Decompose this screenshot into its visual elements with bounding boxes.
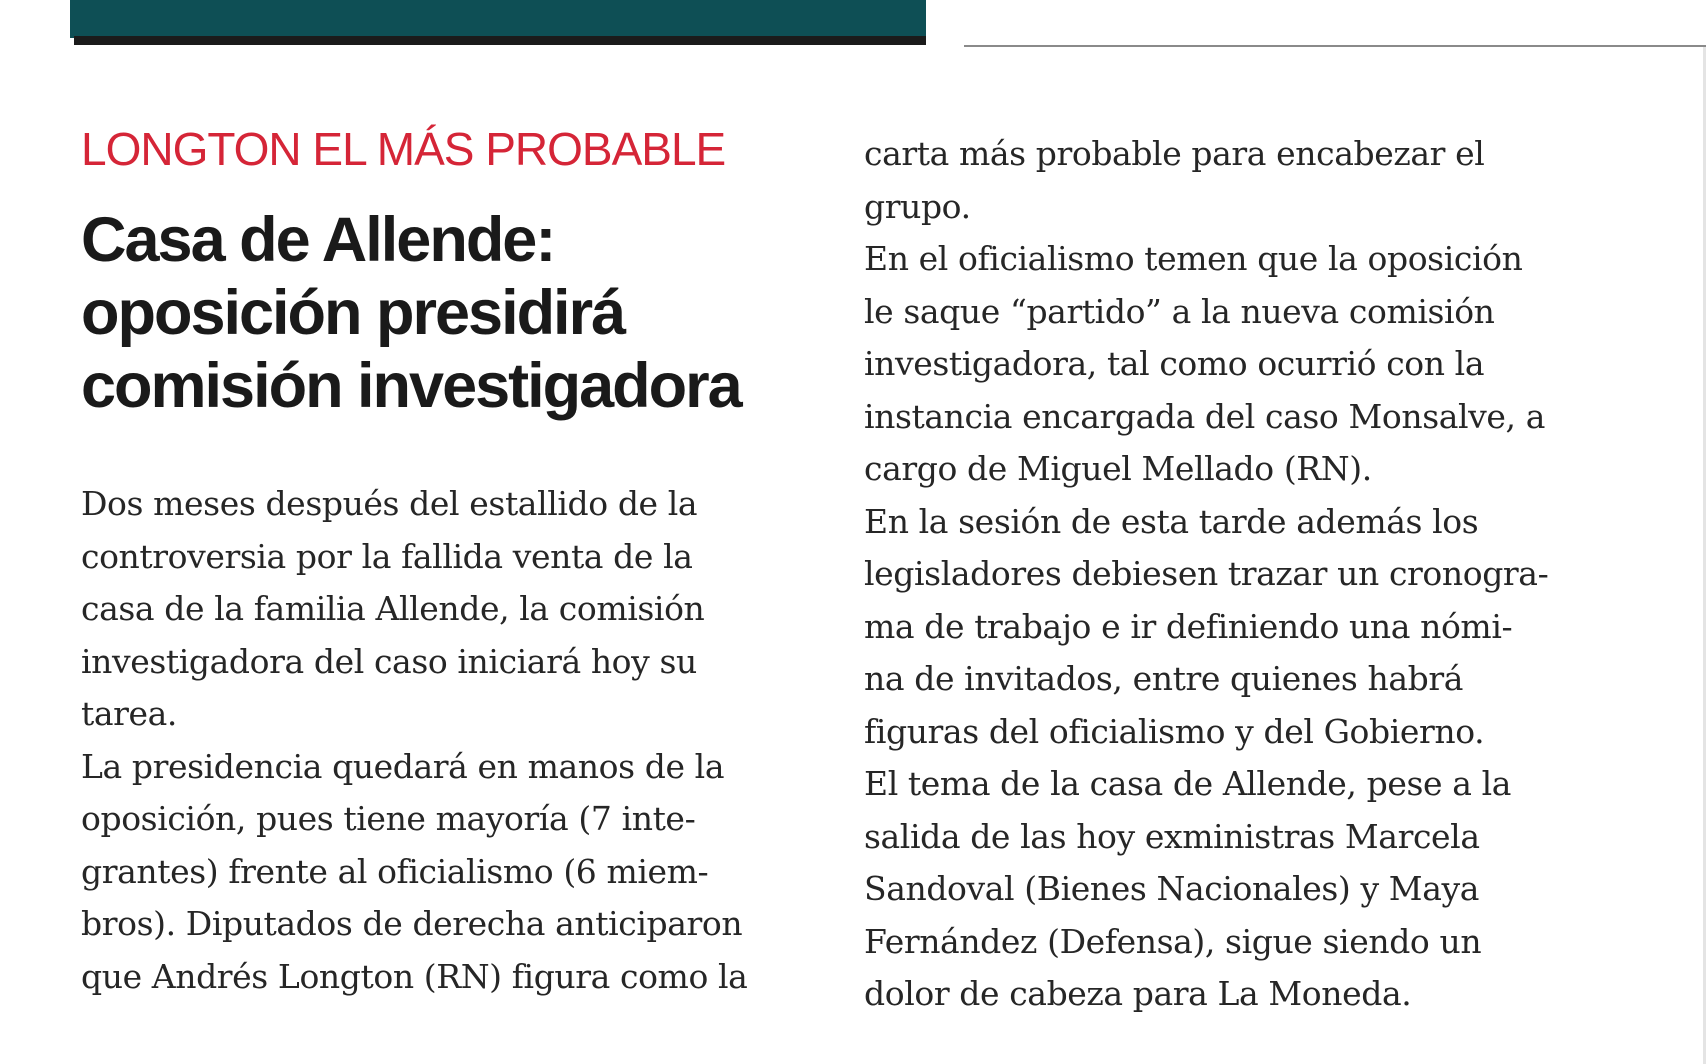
body-line: investigadora, tal como ocurrió con la — [864, 344, 1485, 383]
left-column — [81, 123, 821, 1003]
body-line: grupo. — [864, 186, 971, 226]
body-line: ma de trabajo e ir definiendo una nómi- — [864, 606, 1513, 646]
body-line: le saque “partido” a la nueva comisión — [864, 291, 1495, 331]
body-line: Sandoval (Bienes Nacionales) y Maya — [864, 869, 1479, 908]
body-line: Dos meses después del estallido de la — [81, 484, 698, 523]
right-column — [864, 128, 1624, 1021]
section-bar-shadow — [74, 36, 926, 45]
body-line: legisladores debiesen trazar un cronogra- — [864, 554, 1549, 593]
body-line: na de invitados, entre quienes habrá — [864, 659, 1464, 698]
body-line: En la sesión de esta tarde además los — [864, 501, 1479, 541]
body-line: casa de la familia Allende, la comisión — [81, 589, 705, 628]
top-divider-rule — [964, 45, 1706, 47]
body-line: dolor de cabeza para La Moneda. — [864, 974, 1412, 1013]
headline-line: oposición presidirá — [81, 278, 625, 348]
body-line: oposición, pues tiene mayoría (7 inte- — [81, 799, 696, 838]
body-line: investigadora del caso iniciará hoy su — [81, 641, 697, 681]
headline-line: comisión investigadora — [81, 351, 741, 421]
body-line: En el oficialismo temen que la oposición — [864, 239, 1523, 278]
body-line: carta más probable para encabezar el — [864, 134, 1485, 173]
body-line: salida de las hoy exministras Marcela — [864, 816, 1480, 856]
body-line: instancia encargada del caso Monsalve, a — [864, 396, 1545, 436]
body-line: bros). Diputados de derecha anticiparon — [81, 904, 743, 943]
kicker: LONGTON EL MÁS PROBABLE — [81, 123, 726, 175]
body-line: La presidencia quedará en manos de la — [81, 746, 725, 786]
headline-line: Casa de Allende: — [81, 205, 555, 275]
body-line: Fernández (Defensa), sigue siendo un — [864, 921, 1482, 961]
body-line: El tema de la casa de Allende, pese a la — [864, 764, 1511, 803]
body-line: figuras del oficialismo y del Gobierno. — [864, 711, 1485, 751]
body-line: que Andrés Longton (RN) figura como la — [81, 956, 748, 996]
body-line: controversia por la fallida venta de la — [81, 536, 693, 576]
article-body-left — [81, 478, 821, 1003]
body-line: tarea. — [81, 694, 178, 733]
article-body-right — [864, 128, 1624, 1021]
body-line: cargo de Miguel Mellado (RN). — [864, 449, 1372, 488]
body-line: grantes) frente al oficialismo (6 miem- — [81, 851, 709, 891]
headline — [81, 204, 821, 423]
section-color-bar — [70, 0, 926, 38]
